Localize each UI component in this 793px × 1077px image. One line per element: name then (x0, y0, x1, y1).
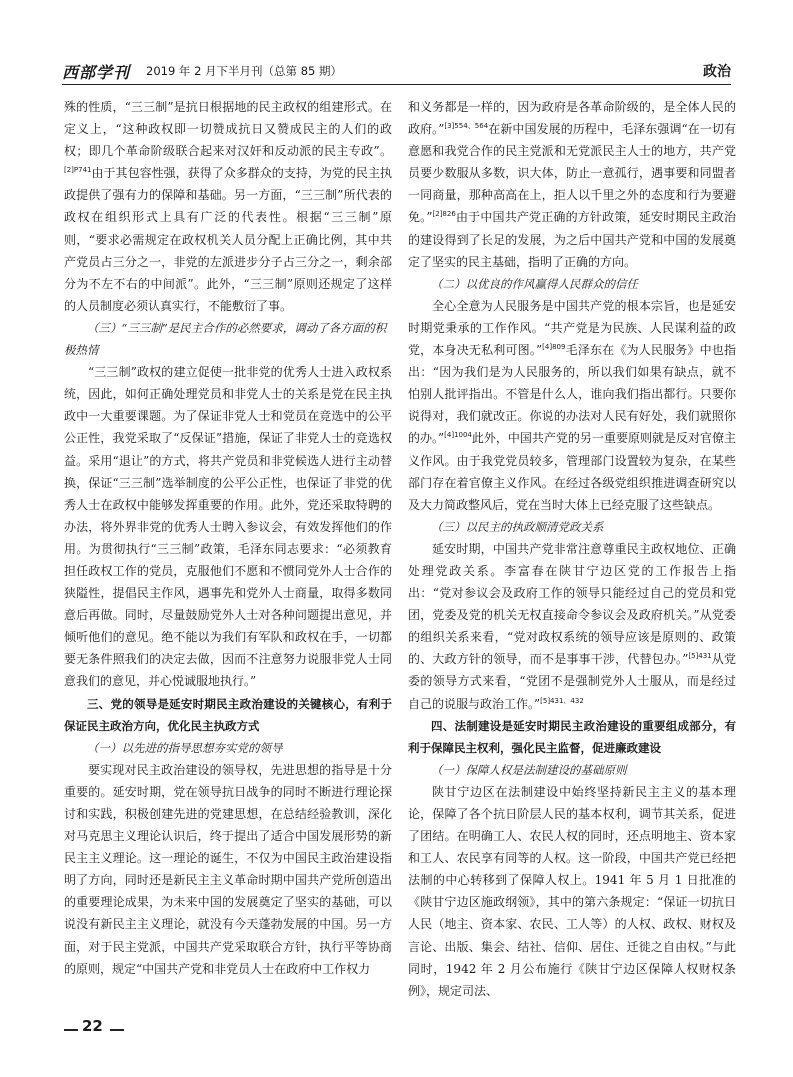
citation: [5]431 (688, 652, 712, 661)
citation: [2]P741 (64, 166, 92, 175)
paragraph: 全心全意为人民服务是中国共产党的根本宗旨，也是延安时期党秉承的工作作风。“共产党是为民族、人民谋利益的政党，本身决无私利可图。”$^{[4]809}$毛泽东在《为人民服务》中也指出：“因为我们是为人民服务的，所以我们如果有缺点，就不怕别人批评指出。不管是什么人，谁向我们指出都行。只要你说得对，我们就改正。你说的办法对人民有好处，我们就照你的办。”$^{[4]1004}$此外，中国共产党的另一重要原则就是反对官僚主义作风。由于我党党员较多，管理部门设置较为复杂，在某些部门存在着官僚主义作风。在经过各级党组织推进调查研究以及大力简政整风后，党在当时大体上已经克服了这些缺点。 (408, 298, 736, 512)
subsection-heading: （一）保障人权是法制建设的基础原则 (431, 762, 627, 777)
citation: [4]1004 (444, 431, 472, 440)
paragraph: 和义务都是一样的，因为政府是各革命阶级的，是全体人民的政府。”$^{[3]554、564}$在新中国发展的历程中，毛泽东强调“在一切有意愿和我党合作的民主党派和无党派民主人士的地方，共产党员要少数服从多数，识大体，防止一意孤行，遇事要和同盟者一同商量，那种高高在上，拒人以千里之外的态度和行为要避免。”$^{[2]826}$由于中国共产党正确的方针政策，延安时期民主政治的建设得到了长足的发展，为之后中国共产党和中国的发展奠定了坚实的民主基础，指明了正确的方向。 (408, 100, 737, 269)
footer-rule (110, 1029, 124, 1031)
subsection-heading: （二）以优良的作风赢得人民群众的信任 (431, 276, 638, 291)
left-column (64, 96, 392, 980)
section-heading: 四、法制建设是延安时期民主政治建设的重要组成部分，有利于保障民主权利，强化民主监督，促进廉政建设 (408, 718, 736, 755)
paragraph: 陕甘宁边区在法制建设中始终坚持新民主主义的基本理论，保障了各个抗日阶层人民的基本权利，调节其关系，促进了团结。在明确工人、农民人权的同时，还点明地主、资本家和工人、农民享有同等的人权。这一阶段，中国共产党已经把法制的中心转移到了保障人权上。1941 年 5 月 1 日批准的《陕甘宁边区施政纲领》，其中的第六条规定：“保证一切抗日人民（地主、资本家、农民、工人等）的人权、政权、财权及言论、出版、集会、结社、信仰、居住、迁徙之自由权。”与此同时，1942 年 2 月公布施行《陕甘宁边区保障人权财权条例》，规定司法、 (408, 784, 736, 998)
section-heading: 三、党的领导是延安时期民主政治建设的关键核心，有利于保证民主政治方向，优化民主执政方式 (64, 696, 392, 733)
page-header (62, 58, 731, 85)
paragraph: “三三制”政权的建立促使一批非党的优秀人士进入政权系统，因此，如何正确处理党员和非党人士的关系是党在民主执政中一大重要课题。为了保证非党人士和党员在竞选中的公平公正性，我党采取了“反保证”措施，保证了非党人士的竞选权益。采用“退让”的方式，将共产党员和非党候选人进行主动替换，保证“三三制”选举制度的公平公正性，也保证了非党的优秀人士在政权中能够发挥重要的作用。此外，党还采取特聘的办法，将外界非党的优秀人士聘入参议会，有效发挥他们的作用。为贯彻执行“三三制”政策，毛泽东同志要求：“必须教育担任政权工作的党员，克服他们不愿和不惯同党外人士合作的狭隘性，提倡民主作风，遇事先和党外人士商量，取得多数同意后再做。同时，尽量鼓励党外人士对各种问题提出意见，并倾听他们的意见。绝不能以为我们有军队和政权在手，一切都要无条件照我们的决定去做，因而不注意努力说服非党人士同意我们的意见，并心悦诚服地执行。” (64, 365, 392, 689)
subsection-heading: （三）以民主的执政顺清党政关系 (431, 519, 604, 534)
citation: [4]809 (542, 343, 566, 352)
footer-rule (64, 1029, 78, 1031)
page-number: 22 (82, 1017, 103, 1035)
paragraph: 延安时期，中国共产党非常注意尊重民主政权地位、正确处理党政关系。李富春在陕甘宁边区党的工作报告上指出：“党对参议会及政府工作的领导只能经过自己的党员和党团，党委及党的机关无权直接命令参议会及政府机关。”从党委的组织关系来看，“党对政权系统的领导应该是原则的、政策的、大政方针的领导，而不是事事干涉，代替包办。”$^{[5]431}$从党委的领导方式来看，“党团不是强制党外人士服从，而是经过自己的说服与政治工作。”$^{[5]431、432}$ (408, 541, 736, 711)
paragraph: 要实现对民主政治建设的领导权，先进思想的指导是十分重要的。延安时期，党在领导抗日战争的同时不断进行理论探讨和实践，积极创建先进的党建思想，在总结经验教训，深化对马克思主义理论认识后，终于提出了适合中国发展形势的新民主主义理论。这一理论的诞生，不仅为中国民主政治建设指明了方向，同时还是新民主主义革命时期中国共产党所创造出的重要理论成果，为未来中国的发展奠定了坚实的基础，可以说没有新民主主义理论，就没有今天蓬勃发展的中国。另一方面，对于民主党派，中国共产党采取联合方针，执行平等协商的原则，规定“中国共产党和非党员人士在政府中工作权力 (64, 762, 392, 976)
paragraph: 殊的性质，“三三制”是抗日根据地的民主政权的组建形式。在定义上，“这种政权即一切赞成抗日又赞成民主的人们的政权；即几个革命阶级联合起来对汉奸和反动派的民主专政”。$^{[2]P741}$由于其包容性强，获得了众多群众的支持，为党的民主执政提供了强有力的保障和基础。另一方面，“三三制”所代表的政权在组织形式上具有广泛的代表性。根据“三三制”原则，“要求必需规定在政权机关人员分配上正确比例，其中共产党员占三分之一，非党的左派进步分子占三分之一，剩余部分为不左不右的中间派”。此外，“三三制”原则还规定了这样的人员制度必须认真实行，不能敷衍了事。 (64, 100, 392, 313)
section-name: 政治 (703, 64, 731, 80)
subsection-heading: （三）“三三制”是民主合作的必然要求，调动了各方面的积极热情 (64, 320, 387, 358)
citation: [5]431、432 (540, 696, 584, 705)
citation: [2]826 (432, 210, 456, 219)
subsection-heading: （一）以先进的指导思想夯实党的领导 (87, 740, 283, 755)
citation: [3]554、564 (444, 122, 489, 131)
journal-issue: 2019 年 2 月下半月刊（总第 85 期） (146, 64, 342, 78)
right-column (408, 96, 736, 1002)
journal-logo: 西部学刊 (62, 63, 131, 82)
